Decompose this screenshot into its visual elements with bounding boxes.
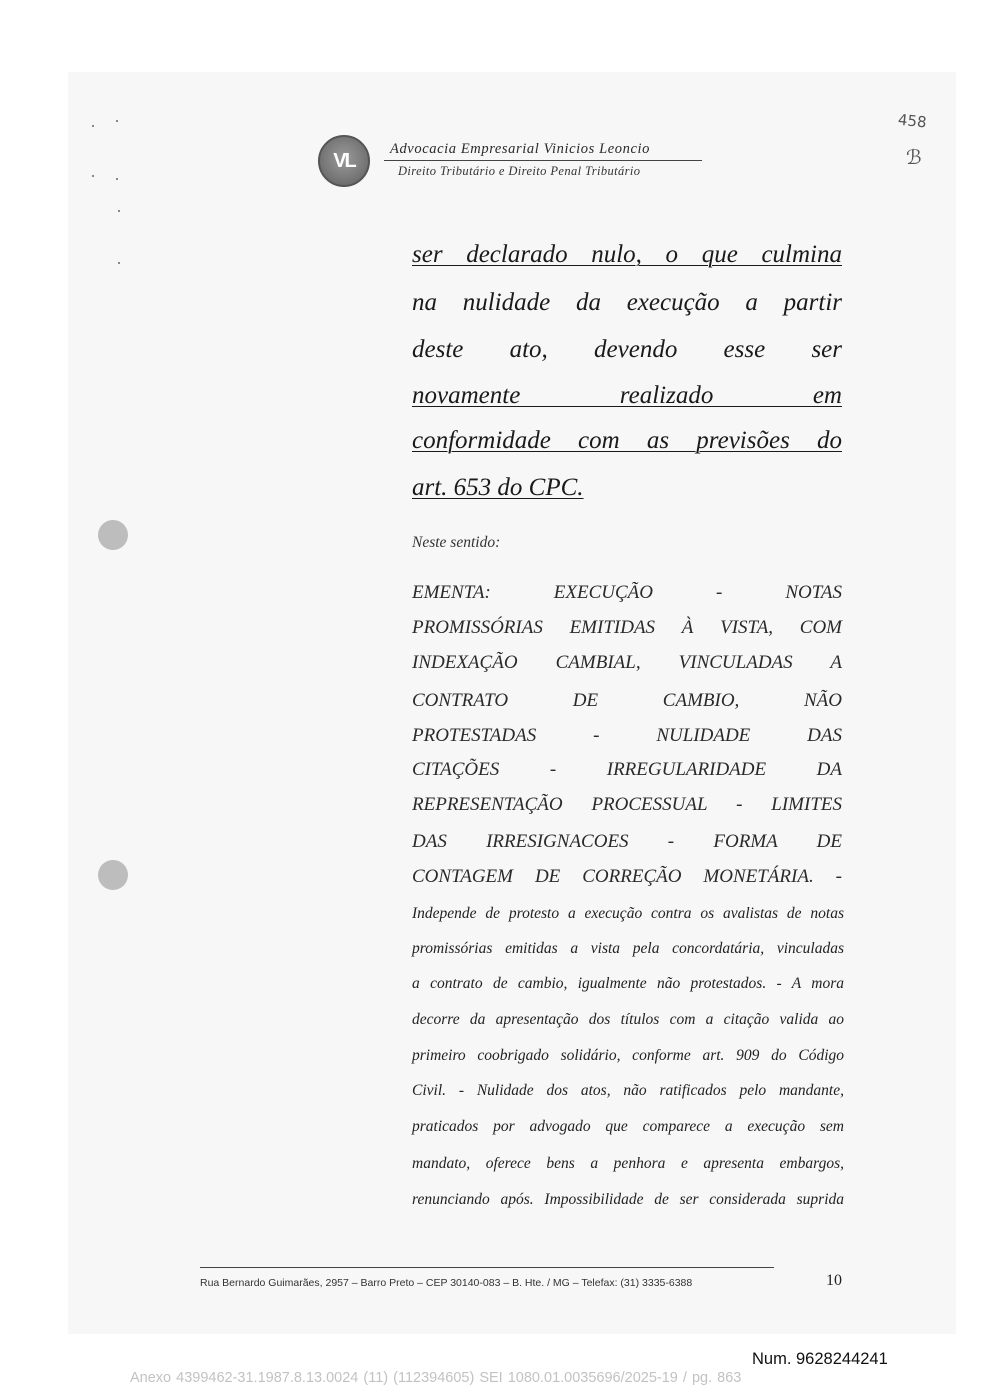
scan-speck [92,175,94,177]
main-text-line: na nulidade da execução a partir [412,289,842,316]
main-text-line: art. 653 do CPC. [412,474,584,501]
punch-hole-top [98,520,128,550]
scan-speck [116,120,118,122]
body-line: praticados por advogado que comparece a execução sem [412,1118,844,1135]
ementa-line: CITAÇÕES - IRREGULARIDADE DA [412,759,842,780]
ementa-line: REPRESENTAÇÃO PROCESSUAL - LIMITES [412,794,842,815]
ementa-line: PROMISSÓRIAS EMITIDAS À VISTA, COM [412,617,842,638]
firm-name: Advocacia Empresarial Vinicios Leoncio [390,141,650,157]
document-number: Num. 9628244241 [752,1350,888,1368]
body-line: Independe de protesto a execução contra os avalistas de notas [412,905,844,922]
main-text-line: ser declarado nulo, o que culmina [412,241,842,268]
scan-speck [118,210,120,212]
ementa-line: EMENTA: EXECUÇÃO - NOTAS [412,582,842,603]
folio-number: 458 [897,110,928,132]
body-line: primeiro coobrigado solidário, conforme art. 909 do Código [412,1047,844,1064]
body-line: a contrato de cambio, igualmente não protestados. - A mora [412,975,844,992]
firm-logo: VL [318,135,370,187]
scan-speck [92,125,94,127]
punch-hole-bottom [98,860,128,890]
ementa-line: INDEXAÇÃO CAMBIAL, VINCULADAS A [412,652,842,673]
scan-speck [118,262,120,264]
letterhead [318,135,718,191]
scan-speck [116,178,118,180]
firm-subtitle: Direito Tributário e Direito Penal Tributário [398,164,641,178]
folio-initials: ℬ [906,145,922,169]
footer-rule [200,1267,774,1268]
main-text-line: conformidade com as previsões do [412,427,842,454]
letterhead-rule [384,160,702,161]
body-line: renunciando após. Impossibilidade de ser considerada suprida [412,1191,844,1208]
ementa-line: CONTAGEM DE CORREÇÃO MONETÁRIA. - [412,866,842,887]
footer-address: Rua Bernardo Guimarães, 2957 – Barro Preto – CEP 30140-083 – B. Hte. / MG – Telefax: (31) 3335-6388 [200,1277,693,1289]
main-text-line: novamente realizado em [412,382,842,409]
main-text-line: deste ato, devendo esse ser [412,336,842,363]
body-line: decorre da apresentação dos títulos com a citação valida ao [412,1011,844,1028]
body-line: Civil. - Nulidade dos atos, não ratificados pelo mandante, [412,1082,844,1099]
annex-reference: Anexo 4399462-31.1987.8.13.0024 (11) (112394605) SEI 1080.01.0035696/2025-19 / pg. 863 [130,1370,742,1386]
page-number: 10 [826,1272,842,1289]
intro-text: Neste sentido: [412,534,501,551]
body-line: promissórias emitidas a vista pela concordatária, vinculadas [412,940,844,957]
ementa-line: CONTRATO DE CAMBIO, NÃO [412,690,842,711]
ementa-line: PROTESTADAS - NULIDADE DAS [412,725,842,746]
ementa-line: DAS IRRESIGNACOES - FORMA DE [412,831,842,852]
body-line: mandato, oferece bens a penhora e apresenta embargos, [412,1155,844,1172]
